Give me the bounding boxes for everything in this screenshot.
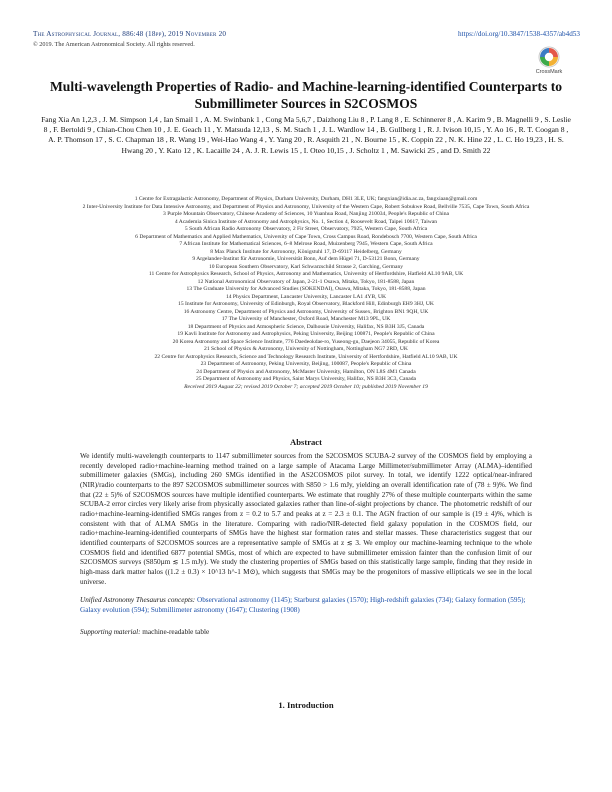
affiliation-item: 8 Max Planck Institute for Astronomy, Königstuhl 17, D-69117 Heidelberg, Germany: [210, 248, 402, 255]
received-dates: Received 2019 August 22; revised 2019 October 7; accepted 2019 October 10; published 2019 November 19: [184, 383, 428, 390]
affiliation-item: 7 African Institute for Mathematical Sciences, 6–8 Melrose Road, Muizenberg 7945, Western Cape, South Africa: [179, 241, 433, 247]
affiliation-item: 23 Department of Astronomy, Peking University, Beijing, 100087, People's Republic of China: [200, 361, 412, 367]
keywords-list[interactable]: Observational astronomy (1145); Starburst galaxies (1570); High-redshift galaxies (734); Galaxy formation (595); Galaxy evolution (594); Submillimeter astronomy (1647); Clustering (1908): [80, 596, 526, 614]
crossmark-icon: [538, 46, 560, 68]
supporting-material: [80, 628, 532, 636]
affiliation-item: 14 Physics Department, Lancaster University, Lancaster LA1 4YB, UK: [225, 293, 387, 300]
abstract-heading: Abstract: [290, 437, 322, 447]
affiliations-block: [44, 196, 568, 391]
affiliation-item: 17 The University of Manchester, Oxford Road, Manchester M13 9PL, UK: [221, 316, 391, 322]
affiliation-item: 5 South African Radio Astronomy Observatory, 2 Fir Street, Observatory, 7925, Western Cape, South Africa: [184, 226, 428, 232]
copyright-notice: © 2019. The American Astronomical Society. All rights reserved.: [33, 41, 195, 48]
affiliation-item: 9 Argelander-Institut für Astronomie, Universität Bonn, Auf dem Hügel 71, D-53121 Bonn, Germany: [192, 256, 420, 262]
abstract-body: We identify multi-wavelength counterparts to 1147 submillimeter sources from the S2COSMOS SCUBA-2 survey of the COSMOS field by employing a recently developed radio+machine-learning method trained on a large sample of Atacama Large Millimeter/submillimeter Array (ALMA)–identified submillimeter galaxies (SMGs), including 260 SMGs identified in the AS2COSMOS pilot survey. In total, we identify 1222 optical/near-infrared (NIR)/radio counterparts to the 897 S2COSMOS submillimeter sources with S850 > 1.6 mJy, yielding an overall identification rate of (78 ± 9)%. We find that (22 ± 5)% of S2COSMOS sources have multiple identified counterparts. We estimate that roughly 27% of these multiple counterparts within the same SCUBA-2 error circles very likely arise from physically associated galaxies rather than line-of-sight projections by chance. The photometric redshift of our radio+machine-learning-identified SMGs ranges from z = 0.2 to 5.7 and peaks at z = 2.3 ± 0.1. The AGN fraction of our sample is (19 ± 4)%, which is consistent with that of ALMA SMGs in the literature. Comparing with radio/NIR-detected field galaxy population in the COSMOS field, our radio+machine-learning-identified counterparts of SMGs have the highest star formation rates and stellar masses. These characteristics suggest that our identified counterparts of S2COSMOS sources are a representative sample of SMGs at z ≲ 3. We employ our machine-learning technique to the whole COSMOS field and identified 6877 potential SMGs, most of which are expected to have submillimeter emission fainter than the confusion limit of our S2COSMOS surveys (S850µm ≲ 1.5 mJy). We study the clustering properties of SMGs based on this statistically large sample, finding that they reside in high-mass dark matter halos ((1.2 ± 0.3) × 10^13 h^-1 M⊙), which suggests that SMGs may be the progenitors of massive ellipticals we see in the local universe.: [80, 452, 532, 586]
affiliation-item: 22 Centre for Astrophysics Research, Science and Technology Research Institute, University of Hertfordshire, Hatfield AL10 9AB, UK: [154, 353, 458, 360]
author-list: Fang Xia An 1,2,3 , J. M. Simpson 1,4 , Ian Smail 1 , A. M. Swinbank 1 , Cong Ma 5,6,7 , Daizhong Liu 8 , P. Lang 8 , E. Schinnerer 8 , A. Karim 9 , B. Magnelli 9 , S. Leslie 8 , F. Bertoldi 9 , Chian-Chou Chen 10 , J. E. Geach 11 , Y. Matsuda 12,13 , S. M. Stach 1 , J. L. Wardlow 14 , B. Gullberg 1 , R. J. Ivison 10,15 , Y. Ao 16 , R. T. Coogan 8 , A. P. Thomson 17 , S. C. Chapman 18 , R. Wang 19 , Wei-Hao Wang 4 , Y. Yang 20 , R. Asquith 21 , N. Bourne 15 , K. Coppin 22 , N. K. Hine 22 , L. C. Ho 19,23 , H. S. Hwang 20 , Y. Kato 12 , K. Lacaille 24 , A. J. R. Lewis 15 , I. Oteo 10,15 , J. Scholtz 1 , M. Sawicki 25 , and D. Smith 22: [41, 115, 571, 155]
keywords-label: Unified Astronomy Thesaurus concepts:: [80, 596, 196, 604]
affiliation-item: 3 Purple Mountain Observatory, Chinese Academy of Sciences, 10 Yuanhua Road, Nanjing 210034, People's Republic of China: [163, 211, 449, 217]
paper-title: Multi-wavelength Properties of Radio- and Machine-learning-identified Counterparts to Submillimeter Sources in S2COSMOS: [49, 79, 563, 111]
affiliation-item: 16 Astronomy Centre, Department of Physics and Astronomy, University of Sussex, Brighton BN1 9QH, UK: [183, 308, 429, 315]
affiliation-item: 13 The Graduate University for Advanced Studies (SOKENDAI), Osawa, Mitaka, Tokyo, 181-8588, Japan: [186, 286, 426, 292]
supporting-label: Supporting material:: [80, 628, 141, 636]
affiliation-list: [44, 196, 568, 384]
affiliation-item: 24 Department of Physics and Astronomy, McMaster University, Hamilton, ON L8S 4M1 Canada: [196, 368, 416, 375]
section-heading: 1. Introduction: [278, 700, 334, 710]
affiliation-item: 10 European Southern Observatory, Karl Schwarzschild Strasse 2, Garching, Germany: [208, 263, 404, 270]
affiliation-item: 18 Department of Physics and Atmospheric Science, Dalhousie University, Halifax, NS B3H 3J5, Canada: [187, 323, 425, 330]
affiliation-item: 4 Academia Sinica Institute of Astronomy and Astrophysics, No. 1, Section 4, Roosevelt Road, Taipei 10617, Taiwan: [174, 218, 438, 225]
affiliation-item: 2 Inter-University Institute for Data Intensive Astronomy, and Department of Physics and Astronomy, University of the Western Cape, Robert Sobukwe Road, Bellville 7535, Cape Town, South Africa: [82, 203, 530, 210]
affiliation-item: 25 Department of Astronomy and Physics, Saint Marys University, Halifax, NS B3H 3C3, Canada: [195, 376, 417, 382]
affiliation-item: 20 Korea Astronomy and Space Science Institute, 776 Daedeokdae-ro, Yuseong-gu, Daejeon 34055, Republic of Korea: [172, 338, 440, 345]
doi-link[interactable]: https://doi.org/10.3847/1538-4357/ab4d53: [457, 30, 580, 38]
supporting-value: machine-readable table: [142, 628, 210, 636]
crossmark-badge[interactable]: [534, 46, 564, 75]
affiliation-item: 21 School of Physics & Astronomy, University of Nottingham, Nottingham NG7 2RD, UK: [204, 346, 408, 352]
affiliation-item: 6 Department of Mathematics and Applied Mathematics, University of Cape Town, Cross Campus Road, Rondebosch 7700, Western Cape, South Africa: [135, 233, 477, 240]
affiliation-item: 12 National Astronomical Observatory of Japan, 2-21-1 Osawa, Mitaka, Tokyo, 181-8588, Japan: [197, 278, 415, 285]
affiliation-item: 11 Centre for Astrophysics Research, School of Physics, Astronomy and Mathematics, University of Hertfordshire, Hatfield AL10 9AB, UK: [148, 271, 464, 277]
affiliation-item: 15 Institute for Astronomy, University of Edinburgh, Royal Observatory, Blackford Hill, Edinburgh EH9 3HJ, UK: [178, 301, 434, 307]
journal-citation: The Astrophysical Journal, 886:48 (18pp), 2019 November 20: [33, 30, 227, 38]
crossmark-label: CrossMark: [535, 69, 563, 75]
affiliation-item: 1 Centre for Extragalactic Astronomy, Department of Physics, Durham University, Durham, DH1 3LE, UK; fangxian@idia.ac.za, fangxiaan@gmail.com: [134, 196, 478, 202]
affiliation-item: 19 Kavli Institute for Astronomy and Astrophysics, Peking University, Beijing 100871, People's Republic of China: [177, 331, 435, 337]
keywords-block: [80, 596, 532, 615]
